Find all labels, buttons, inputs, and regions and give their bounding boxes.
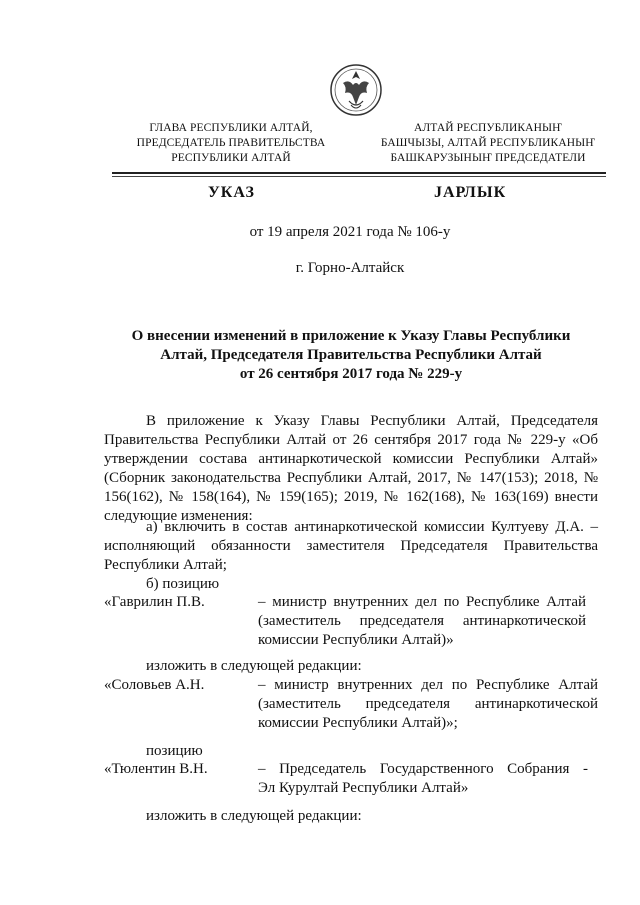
header-left-line: РЕСПУБЛИКИ АЛТАЙ (171, 152, 291, 164)
header-right-line: АЛТАЙ РЕСПУБЛИКАНЫҤ (414, 122, 562, 134)
position-label: позицию (146, 743, 203, 759)
entry-desc-line: – министр внутренних дел по Республике Алтай (258, 594, 586, 610)
item-b-label: б) позицию (146, 576, 220, 592)
header-left-line: ГЛАВА РЕСПУБЛИКИ АЛТАЙ, (149, 122, 313, 134)
header-right-line: БАШЧЫЗЫ, АЛТАЙ РЕСПУБЛИКАНЫҤ (380, 137, 596, 149)
doc-title-line: от 26 сентября 2017 года № 229-у (239, 366, 463, 382)
item-a-paragraph: а) включить в состав антинаркотической комиссии Култуеву Д.А. – исполняющий обязанности заместителя Председателя Правительства Республики Алтай; (104, 519, 598, 573)
entry-desc-line: – Председатель Государственного Собрания - (258, 761, 588, 777)
coat-of-arms-griffin-icon (329, 61, 383, 119)
doc-title (104, 327, 598, 384)
entry-description (258, 593, 586, 650)
header-divider-thick (112, 172, 606, 174)
replace-instruction: изложить в следующей редакции: (146, 658, 362, 674)
doc-type-ru: УКАЗ (208, 184, 255, 201)
entry-name: «Соловьев А.Н. (104, 677, 205, 693)
entry-desc-line: Эл Курултай Республики Алтай» (258, 780, 469, 796)
header-left-authority (126, 121, 336, 166)
entry-description (258, 760, 588, 798)
entry-desc-line: – министр внутренних дел по Республике Алтай (258, 677, 598, 693)
doc-title-line: О внесении изменений в приложение к Указу Главы Республики (131, 328, 571, 344)
entry-name: «Гаврилин П.В. (104, 594, 205, 610)
entry-desc-line: комиссии Республики Алтай)» (258, 632, 454, 648)
intro-paragraph: В приложение к Указу Главы Республики Алтай, Председателя Правительства Республики Алтай от 26 сентября 2017 года № 229-у «Об утверждении состава антинаркотической комиссии Республики Алтай» (Сборник законодательства Республики Алтай, 2017, № 147(153); 2018, № 156(162), № 158(164), № 159(165); 2019, № 162(168), № 163(169) внести следующие изменения: (104, 413, 598, 524)
doc-date-line: от 19 апреля 2021 года № 106-у (249, 224, 451, 240)
entry-desc-line: (заместитель председателя антинаркотической (258, 613, 586, 629)
replace-instruction: изложить в следующей редакции: (146, 808, 362, 824)
header-left-line: ПРЕДСЕДАТЕЛЬ ПРАВИТЕЛЬСТВА (136, 137, 326, 149)
entry-desc-line: комиссии Республики Алтай)»; (258, 715, 458, 731)
header-divider-thin (112, 176, 606, 177)
doc-city: г. Горно-Алтайск (295, 260, 405, 276)
entry-desc-line: (заместитель председателя антинаркотической (258, 696, 598, 712)
entry-description (258, 676, 598, 733)
header-right-line: БАШКАРУЗЫНЫҤ ПРЕДСЕДАТЕЛИ (390, 152, 586, 164)
doc-title-line: Алтай, Председателя Правительства Республики Алтай (160, 347, 542, 363)
doc-type-alt: JАРЛЫК (434, 184, 507, 201)
header-right-authority (358, 121, 618, 166)
entry-name: «Тюлентин В.Н. (104, 761, 208, 777)
